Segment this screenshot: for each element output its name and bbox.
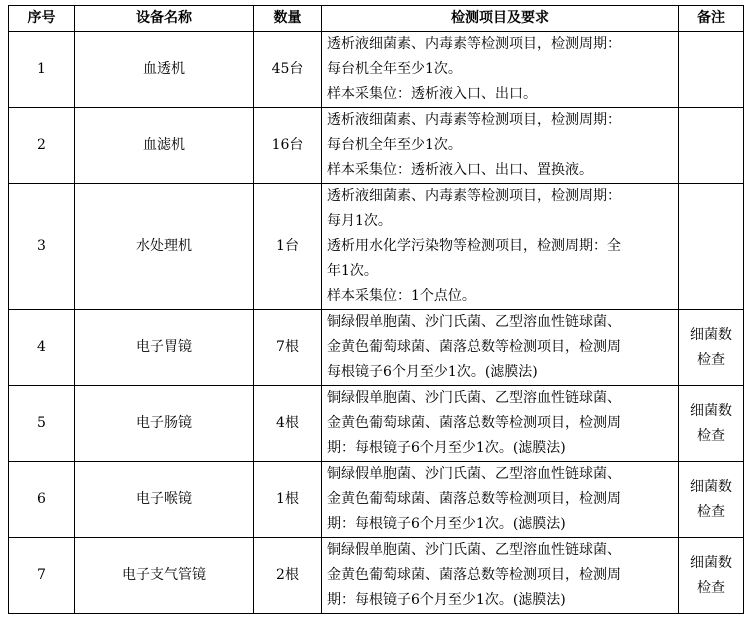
- requirement-line: 每根镜子6个月至少1次。(滤膜法): [327, 364, 538, 380]
- requirement-line: 每台机全年至少1次。: [327, 61, 462, 77]
- header-quantity: 数量: [254, 6, 322, 32]
- requirement-line: 金黄色葡萄球菌、菌落总数等检测项目，检测周: [327, 567, 621, 583]
- row-quantity: 1根: [254, 462, 322, 538]
- row-requirements: [322, 184, 679, 310]
- row-quantity: 7根: [254, 310, 322, 386]
- row-remarks: [679, 184, 744, 310]
- requirement-line: 透析液细菌素、内毒素等检测项目，检测周期：: [327, 36, 621, 52]
- row-no: 3: [9, 184, 75, 310]
- requirement-line: 期：每根镜子6个月至少1次。(滤膜法): [327, 592, 566, 608]
- remark-line: 检查: [697, 427, 725, 444]
- table-row: [9, 538, 744, 614]
- row-quantity: 1台: [254, 184, 322, 310]
- remark-line: 细菌数: [690, 478, 732, 495]
- remark-line: 细菌数: [690, 326, 732, 343]
- table-row: [9, 310, 744, 386]
- row-no: 6: [9, 462, 75, 538]
- requirement-line: 期：每根镜子6个月至少1次。(滤膜法): [327, 440, 566, 456]
- header-no: 序号: [9, 6, 75, 32]
- header-requirements: 检测项目及要求: [322, 6, 679, 32]
- requirement-line: 透析液细菌素、内毒素等检测项目，检测周期：: [327, 188, 621, 204]
- row-requirements: [322, 108, 679, 184]
- row-remarks: [679, 462, 744, 538]
- remark-line: 检查: [697, 503, 725, 520]
- row-quantity: 45台: [254, 32, 322, 108]
- row-device-name: 电子肠镜: [75, 386, 254, 462]
- remark-line: 细菌数: [690, 554, 732, 571]
- table-row: [9, 462, 744, 538]
- row-no: 5: [9, 386, 75, 462]
- requirement-line: 样本采集位：1个点位。: [327, 288, 476, 304]
- row-remarks: [679, 310, 744, 386]
- row-no: 1: [9, 32, 75, 108]
- requirement-line: 金黄色葡萄球菌、菌落总数等检测项目，检测周: [327, 491, 621, 507]
- table-row: [9, 184, 744, 310]
- table-row: [9, 32, 744, 108]
- row-requirements: [322, 32, 679, 108]
- equipment-table: [8, 5, 744, 614]
- requirement-line: 样本采集位：透析液入口、出口。: [327, 86, 537, 102]
- requirement-line: 金黄色葡萄球菌、菌落总数等检测项目，检测周: [327, 339, 621, 355]
- row-remarks: [679, 32, 744, 108]
- row-requirements: [322, 310, 679, 386]
- row-quantity: 16台: [254, 108, 322, 184]
- row-requirements: [322, 386, 679, 462]
- row-no: 2: [9, 108, 75, 184]
- requirement-line: 样本采集位：透析液入口、出口、置换液。: [327, 162, 593, 178]
- row-remarks: [679, 386, 744, 462]
- requirement-line: 金黄色葡萄球菌、菌落总数等检测项目，检测周: [327, 415, 621, 431]
- requirement-line: 每台机全年至少1次。: [327, 137, 462, 153]
- row-device-name: 电子支气管镜: [75, 538, 254, 614]
- remark-line: 检查: [697, 579, 725, 596]
- row-requirements: [322, 538, 679, 614]
- row-remarks: [679, 108, 744, 184]
- row-remarks: [679, 538, 744, 614]
- table-body: [9, 32, 744, 614]
- row-quantity: 4根: [254, 386, 322, 462]
- requirement-line: 铜绿假单胞菌、沙门氏菌、乙型溶血性链球菌、: [327, 466, 621, 482]
- requirement-line: 透析用水化学污染物等检测项目，检测周期：全: [327, 238, 621, 254]
- requirement-line: 期：每根镜子6个月至少1次。(滤膜法): [327, 516, 566, 532]
- requirement-line: 铜绿假单胞菌、沙门氏菌、乙型溶血性链球菌、: [327, 314, 621, 330]
- table-row: [9, 386, 744, 462]
- row-device-name: 水处理机: [75, 184, 254, 310]
- requirement-line: 铜绿假单胞菌、沙门氏菌、乙型溶血性链球菌、: [327, 390, 621, 406]
- requirement-line: 透析液细菌素、内毒素等检测项目，检测周期：: [327, 112, 621, 128]
- row-requirements: [322, 462, 679, 538]
- row-device-name: 血滤机: [75, 108, 254, 184]
- row-no: 7: [9, 538, 75, 614]
- requirement-line: 年1次。: [327, 263, 378, 279]
- row-device-name: 电子喉镜: [75, 462, 254, 538]
- requirement-line: 铜绿假单胞菌、沙门氏菌、乙型溶血性链球菌、: [327, 542, 621, 558]
- header-device-name: 设备名称: [75, 6, 254, 32]
- remark-line: 检查: [697, 351, 725, 368]
- row-quantity: 2根: [254, 538, 322, 614]
- header-remarks: 备注: [679, 6, 744, 32]
- remark-line: 细菌数: [690, 402, 732, 419]
- table-row: [9, 108, 744, 184]
- row-device-name: 血透机: [75, 32, 254, 108]
- header-row: [9, 6, 744, 32]
- requirement-line: 每月1次。: [327, 213, 392, 229]
- row-no: 4: [9, 310, 75, 386]
- row-device-name: 电子胃镜: [75, 310, 254, 386]
